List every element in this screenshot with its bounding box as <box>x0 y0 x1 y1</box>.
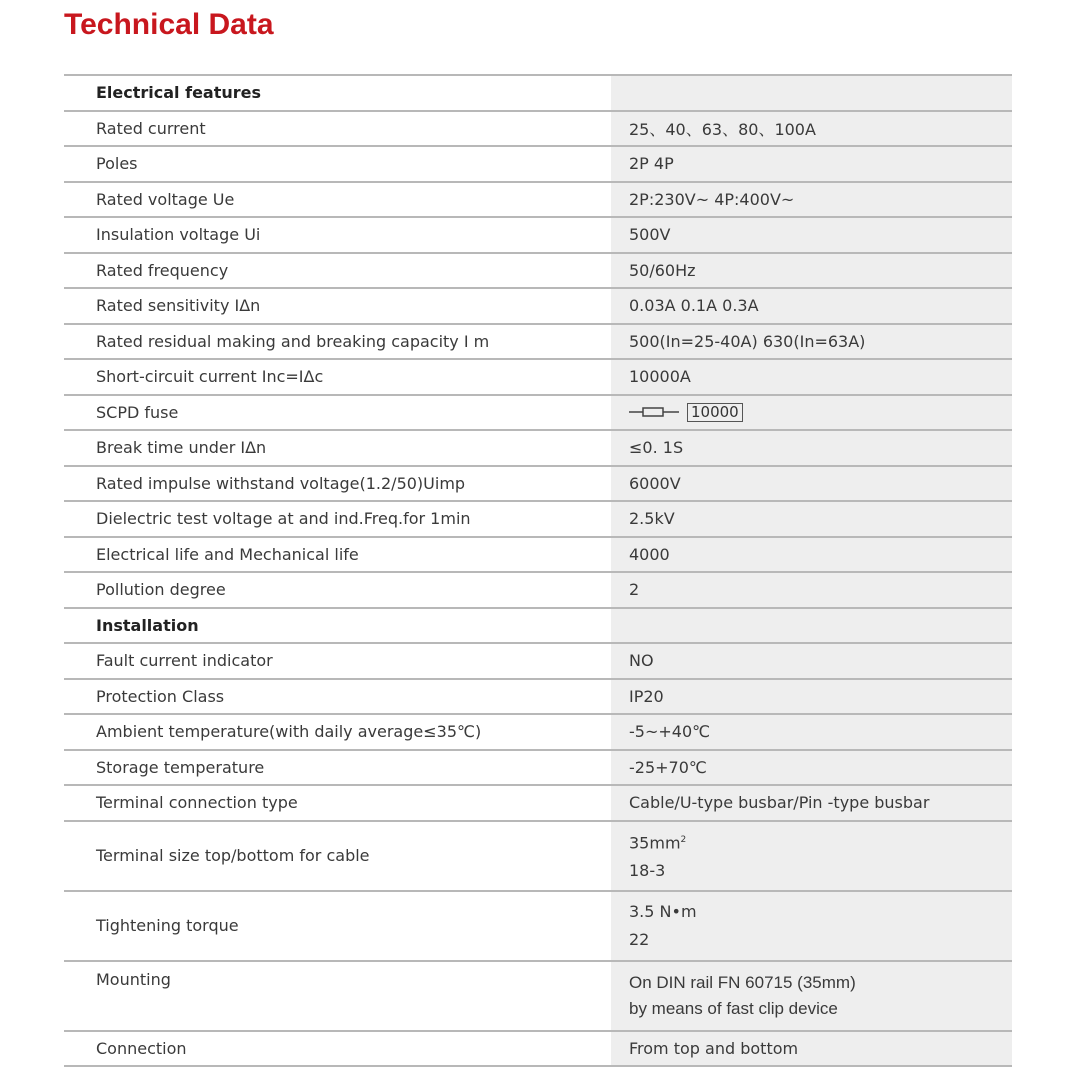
row-value: 25、40、63、80、100A <box>611 112 1012 146</box>
row-value <box>611 962 1012 1030</box>
terminal-size-value: 35mm <box>629 833 681 853</box>
row-value-line: 18-3 <box>629 861 666 881</box>
page-title: Technical Data <box>64 8 274 41</box>
table-row-connection <box>64 1032 1012 1068</box>
row-label: Fault current indicator <box>96 651 273 671</box>
table-row <box>64 502 1012 538</box>
row-value-line: by means of fast clip device <box>629 998 838 1018</box>
row-value <box>611 396 1012 430</box>
section-title: Electrical features <box>96 83 262 103</box>
row-value-line: On DIN rail FN 60715 (35mm) <box>629 972 856 992</box>
table-row <box>64 254 1012 290</box>
row-label: Rated current <box>96 118 206 138</box>
section-header-row <box>64 609 1012 645</box>
fuse-rating: 10000 <box>687 403 743 422</box>
row-label: Terminal connection type <box>96 793 298 813</box>
row-label: Dielectric test voltage at and ind.Freq.for 1min <box>96 509 471 529</box>
table-row <box>64 289 1012 325</box>
table-row <box>64 431 1012 467</box>
row-label: Mounting <box>96 969 171 989</box>
table-row <box>64 325 1012 361</box>
table-row <box>64 112 1012 148</box>
row-value: 6000V <box>611 467 1012 501</box>
row-label: Rated sensitivity IΔn <box>96 296 261 316</box>
row-value: 500(In=25-40A) 630(In=63A) <box>611 325 1012 359</box>
row-value <box>611 822 1012 890</box>
row-label: Connection <box>96 1038 187 1058</box>
row-value: 0.03A 0.1A 0.3A <box>611 289 1012 323</box>
row-value-line: 3.5 N•m <box>629 901 697 921</box>
row-value: -25+70℃ <box>611 751 1012 785</box>
fuse-value <box>629 403 1012 422</box>
row-value: 2 <box>611 573 1012 607</box>
table-row <box>64 538 1012 574</box>
table-row <box>64 396 1012 432</box>
technical-data-table <box>64 74 1012 1067</box>
row-label: Ambient temperature(with daily average≤35℃) <box>96 722 482 742</box>
row-label: Short-circuit current Inc=IΔc <box>96 367 324 387</box>
row-value <box>611 892 1012 960</box>
row-value: 500V <box>611 218 1012 252</box>
section-title: Installation <box>96 615 199 635</box>
row-value: Cable/U-type busbar/Pin -type busbar <box>611 786 1012 820</box>
row-label: Poles <box>96 154 138 174</box>
table-row <box>64 715 1012 751</box>
row-value <box>611 76 1012 110</box>
table-row <box>64 183 1012 219</box>
table-row <box>64 573 1012 609</box>
row-value-line <box>629 826 1012 857</box>
table-row-mounting <box>64 962 1012 1032</box>
row-value: ≤0. 1S <box>611 431 1012 465</box>
row-label: Protection Class <box>96 686 225 706</box>
table-row <box>64 467 1012 503</box>
row-value: From top and bottom <box>611 1032 1012 1066</box>
row-value: 2P:230V~ 4P:400V~ <box>611 183 1012 217</box>
section-header-row <box>64 76 1012 112</box>
row-value: 4000 <box>611 538 1012 572</box>
row-value-line: 22 <box>629 929 650 949</box>
table-row <box>64 218 1012 254</box>
row-value <box>611 609 1012 643</box>
row-label: Pollution degree <box>96 580 226 600</box>
row-label: Break time under IΔn <box>96 438 267 458</box>
row-value: 2P 4P <box>611 147 1012 181</box>
row-label: Rated residual making and breaking capacity I m <box>96 331 490 351</box>
table-row <box>64 786 1012 822</box>
table-rows <box>64 76 1012 822</box>
row-value: 50/60Hz <box>611 254 1012 288</box>
table-row <box>64 147 1012 183</box>
table-row <box>64 644 1012 680</box>
row-label: Rated frequency <box>96 260 229 280</box>
row-value: 10000A <box>611 360 1012 394</box>
superscript: 2 <box>680 834 687 845</box>
row-label: Tightening torque <box>96 916 239 935</box>
row-label: Terminal size top/bottom for cable <box>96 846 370 865</box>
row-label: Rated voltage Ue <box>96 189 235 209</box>
table-row-torque <box>64 892 1012 962</box>
row-value: IP20 <box>611 680 1012 714</box>
row-label: SCPD fuse <box>96 402 179 422</box>
row-label: Electrical life and Mechanical life <box>96 544 359 564</box>
table-row <box>64 360 1012 396</box>
table-row <box>64 680 1012 716</box>
row-value: -5~+40℃ <box>611 715 1012 749</box>
row-value: 2.5kV <box>611 502 1012 536</box>
table-row-terminal-size <box>64 822 1012 892</box>
table-row <box>64 751 1012 787</box>
row-label: Rated impulse withstand voltage(1.2/50)Uimp <box>96 473 466 493</box>
row-label: Insulation voltage Ui <box>96 225 261 245</box>
row-label: Storage temperature <box>96 757 265 777</box>
fuse-icon <box>629 405 679 419</box>
row-value: NO <box>611 644 1012 678</box>
